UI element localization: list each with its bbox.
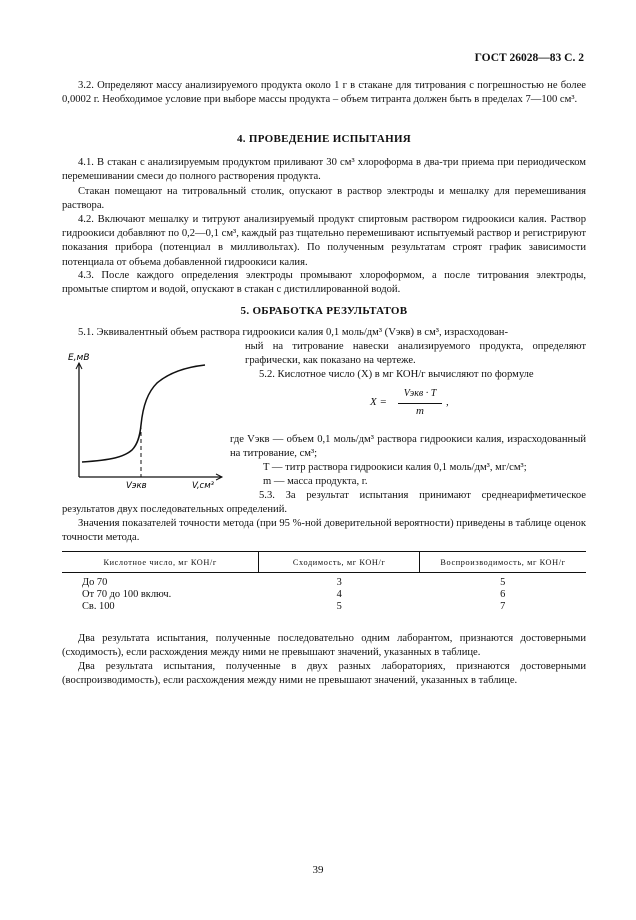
y-axis-label: E,мВ (68, 353, 90, 363)
paragraph-accuracy: Значения показателей точности метода (при 95 %-ной доверительной вероятности) приведены в таблице оценок точности метода. (62, 518, 586, 544)
section-4-title: 4. ПРОВЕДЕНИЕ ИСПЫТАНИЯ (236, 133, 412, 145)
col-header-convergence: Сходимость, мг КОН/г (259, 552, 420, 573)
table-cell: Св. 100 (82, 600, 115, 612)
table-cell: 5 (336, 600, 342, 612)
paragraph-3-2: 3.2. Определяют массу анализируемого продукта около 1 г в стакане для титрования с погрешностью не более 0,0002 г. Необходимое условие при выборе массы продукта – объем титранта должен быть в пределах 7—100 см³. (62, 80, 586, 106)
table-cell: 4 (336, 588, 342, 600)
col-header-acid-number: Кислотное число, мг КОН/г (62, 552, 259, 573)
where-vekv: где Vэкв — объем 0,1 моль/дм³ раствора гидроокиси калия, израсходованный на титрование, см³; (230, 434, 586, 460)
paragraph-4-3: 4.3. После каждого определения электроды промывают хлороформом, а после титрования электроды, промытые спиртом и водой, опускают в стакан с дистиллированной водой. (62, 270, 586, 296)
page-header: ГОСТ 26028—83 С. 2 (474, 52, 584, 64)
section-5-title: 5. ОБРАБОТКА РЕЗУЛЬТАТОВ (240, 305, 408, 317)
where-titr: T — титр раствора гидроокиси калия 0,1 моль/дм³, мг/см³; (263, 462, 527, 473)
paragraph-4-1b: Стакан помещают на титровальный столик, опускают в раствор электроды и мешалку для перемешивания раствора. (62, 186, 586, 212)
table-cell: До 70 (82, 577, 108, 588)
table-row (62, 601, 586, 613)
formula-trail: , (446, 396, 449, 408)
titration-curve-figure (62, 345, 232, 490)
fraction-bar (398, 403, 442, 404)
formula (370, 388, 490, 420)
paragraph-4-2: 4.2. Включают мешалку и титруют анализируемый продукт спиртовым раствором гидроокиси калия. Раствор гидроокиси добавляют по 0,2—0,1 см³, каждый раз тщательно перемешивают испытуемый раствор и регистрируют показания прибора (потенциал в милливольтах). По полученным результатам строят график зависимости потенциала от объема добавленной гидроокиси калия. (62, 214, 586, 268)
paragraph-4-1a: 4.1. В стакан с анализируемым продуктом приливают 30 см³ хлороформа в два-три приема при периодическом перемешивании смеси до полного растворения продукта. (62, 157, 586, 183)
paragraph-5-2: 5.2. Кислотное число (X) в мг КОН/г вычисляют по формуле (259, 369, 534, 380)
table-cell: 3 (336, 577, 342, 588)
table-header-row (62, 552, 586, 573)
paragraph-5-1-rest: ный на титрование навески анализируемого продукта, определяют графически, как показано на чертеже. (245, 341, 586, 367)
formula-denominator: m (416, 405, 424, 417)
col-header-reproducibility: Воспроизводимость, мг КОН/г (440, 558, 566, 567)
paragraph-reproducibility: Два результата испытания, полученные в двух разных лабораториях, признаются достоверными (воспроизводимость), если расхождения между ними не превышают значений, указанных в таблице. (62, 661, 586, 687)
paragraph-5-1-line1: 5.1. Эквивалентный объем раствора гидроокиси калия 0,1 моль/дм³ (Vэкв) в см³, израсходован- (78, 327, 509, 338)
paragraph-5-3: 5.3. За результат испытания принимают среднеарифметическое результатов двух последовательных определений. (62, 490, 586, 516)
table-cell: 7 (500, 600, 506, 612)
where-mass: m — масса продукта, г. (263, 476, 368, 487)
paragraph-convergence: Два результата испытания, полученные последовательно одним лаборантом, признаются достоверными (сходимость), если расхождения между ними не превышают значений, указанных в таблице. (62, 633, 586, 659)
equivalence-volume-label: Vэкв (126, 481, 147, 490)
table-row (62, 589, 586, 601)
titration-curve (82, 365, 205, 462)
x-axis-label: V,см³ (192, 481, 215, 490)
page-number: 39 (312, 864, 324, 876)
table-cell: 5 (500, 577, 506, 588)
formula-numerator: Vэкв · T (403, 388, 437, 399)
formula-lhs: X = (370, 396, 387, 408)
accuracy-table (62, 551, 586, 612)
table-cell: От 70 до 100 включ. (82, 588, 172, 600)
table-row (62, 573, 586, 589)
table-cell: 6 (500, 588, 506, 600)
